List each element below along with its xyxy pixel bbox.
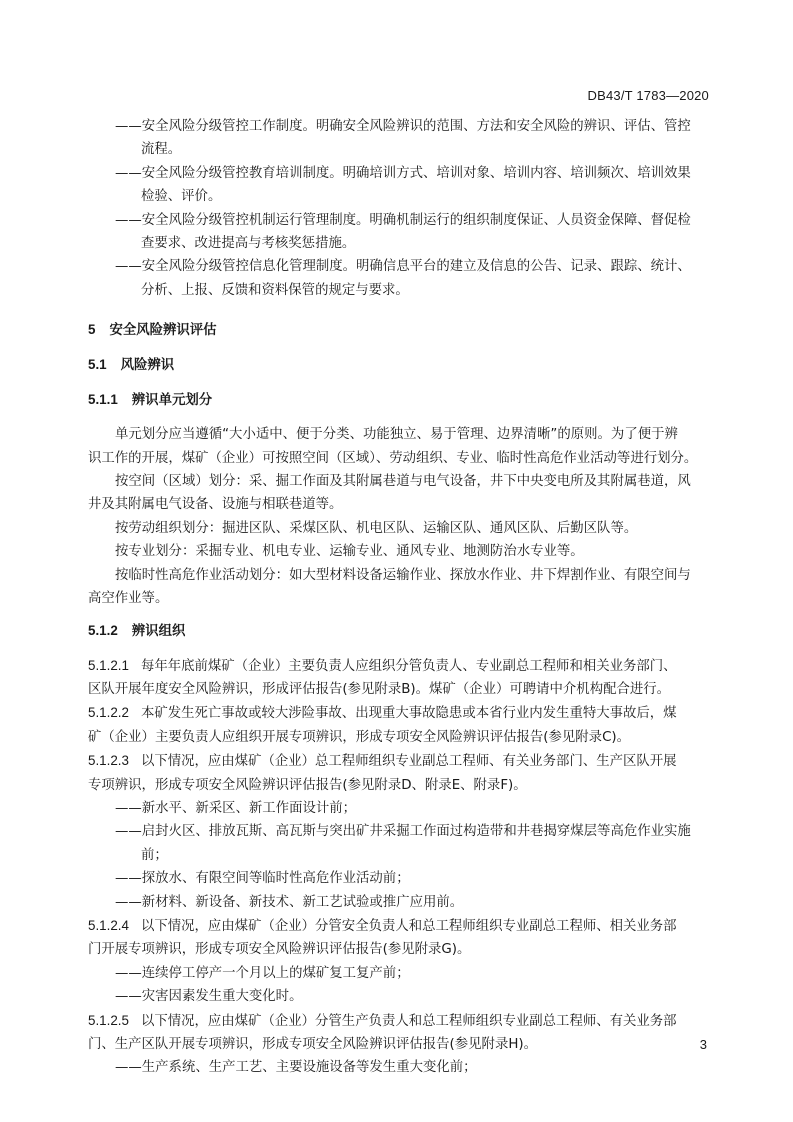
section-heading-5 — [88, 320, 716, 341]
section-number: 5.1 — [88, 357, 107, 373]
section-title: 辨识单元划分 — [131, 393, 213, 409]
section-title: 风险辨识 — [120, 358, 175, 374]
section-5-1-2-body — [88, 654, 716, 1080]
paragraph-line: 按劳动组织划分：掘进区队、采煤区队、机电区队、运输区队、通风区队、后勤区队等。 — [115, 520, 638, 536]
section-heading-5-1-2 — [88, 621, 716, 642]
list-item: ——安全风险分级管控教育培训制度。明确培训方式、培训对象、培训内容、培训频次、培训效果 — [115, 165, 691, 181]
paragraph-line: 按空间（区域）划分：采、掘工作面及其附属巷道与电气设备，井下中央变电所及其附属巷道，风 — [115, 474, 691, 490]
list-item: ——灾害因素发生重大变化时。 — [115, 989, 303, 1005]
list-item-continuation: 前； — [141, 847, 168, 863]
paragraph-line: 识工作的开展，煤矿（企业）可按照空间（区域）、劳动组织、专业、临时性高危作业活动等进行划分。 — [88, 450, 698, 466]
section-number: 5 — [88, 322, 96, 338]
clause-text: 以下情况，应由煤矿（企业）分管安全负责人和总工程师组织专业副总工程师、相关业务部 — [140, 918, 677, 934]
clause-5-1-2-2 — [88, 701, 716, 725]
list-item-continuation: 查要求、改进提高与考核奖惩措施。 — [141, 236, 356, 252]
list-item: ——新水平、新采区、新工作面设计前； — [115, 800, 357, 816]
paragraph-line: 井及其附属电气设备、设施与相联巷道等。 — [88, 497, 343, 513]
clause-5-1-2-5 — [88, 1009, 716, 1033]
paragraph-line: 区队开展年度安全风险辨识，形成评估报告(参见附录B)。煤矿（企业）可聘请中介机构配合进行。 — [88, 681, 671, 697]
list-item: ——安全风险分级管控工作制度。明确安全风险辨识的范围、方法和安全风险的辨识、评估、管控 — [115, 119, 691, 134]
page-content — [88, 115, 716, 1080]
page-number: 3 — [699, 1037, 707, 1052]
list-item-continuation: 检验、评价。 — [141, 189, 222, 205]
clause-text: 以下情况，应由煤矿（企业）分管生产负责人和总工程师组织专业副总工程师、有关业务部 — [140, 1013, 677, 1029]
list-item: ——探放水、有限空间等临时性高危作业活动前； — [115, 871, 410, 887]
intro-list — [88, 115, 716, 302]
clause-text: 以下情况，应由煤矿（企业）总工程师组织专业副总工程师、有关业务部门、生产区队开展 — [140, 754, 677, 770]
section-title: 安全风险辨识评估 — [109, 323, 217, 339]
list-item: ——新材料、新设备、新技术、新工艺试验或推广应用前。 — [115, 894, 464, 910]
list-item-continuation: 流程。 — [141, 142, 182, 158]
section-heading-5-1 — [88, 355, 716, 376]
section-5-1-1-body — [88, 423, 716, 610]
clause-number: 5.1.2.3 — [88, 753, 129, 769]
paragraph-line: 矿（企业）主要负责人应组织开展专项辨识，形成专项安全风险辨识评估报告(参见附录C)。 — [88, 729, 631, 745]
clause-number: 5.1.2.2 — [88, 705, 129, 721]
section-title: 辨识组织 — [131, 623, 186, 639]
clause-text: 每年年底前煤矿（企业）主要负责人应组织分管负责人、专业副总工程师和相关业务部门、 — [140, 658, 677, 674]
section-number: 5.1.2 — [88, 622, 118, 638]
list-item: ——启封火区、排放瓦斯、高瓦斯与突出矿井采掘工作面过构造带和井巷揭穿煤层等高危作业实施 — [115, 824, 691, 840]
section-number: 5.1.1 — [88, 392, 118, 408]
clause-5-1-2-1 — [88, 654, 716, 678]
list-item: ——生产系统、生产工艺、主要设施设备等发生重大变化前； — [115, 1060, 477, 1076]
clause-5-1-2-4 — [88, 914, 716, 938]
clause-number: 5.1.2.1 — [88, 657, 129, 673]
paragraph-line: 专项辨识，形成专项安全风险辨识评估报告(参见附录D、附录E、附录F)。 — [88, 777, 527, 793]
paragraph-line: 按专业划分：采掘专业、机电专业、运输专业、通风专业、地测防治水专业等。 — [115, 544, 584, 560]
paragraph-line: 高空作业等。 — [88, 591, 169, 607]
list-item: ——安全风险分级管控机制运行管理制度。明确机制运行的组织制度保证、人员资金保障、督促检 — [115, 212, 691, 228]
clause-text: 本矿发生死亡事故或较大涉险事故、出现重大事故隐患或本省行业内发生重特大事故后，煤 — [140, 706, 677, 722]
section-heading-5-1-1 — [88, 390, 716, 411]
paragraph-line: 按临时性高危作业活动划分：如大型材料设备运输作业、探放水作业、井下焊割作业、有限空间与 — [115, 567, 691, 583]
paragraph-line: 单元划分应当遵循“大小适中、便于分类、功能独立、易于管理、边界清晰”的原则。为了便于辨 — [115, 427, 678, 443]
paragraph-line: 门、生产区队开展专项辨识，形成专项安全风险辨识评估报告(参见附录H)。 — [88, 1037, 538, 1052]
standard-code: DB43/T 1783—2020 — [587, 88, 709, 103]
clause-number: 5.1.2.4 — [88, 917, 129, 933]
paragraph-line: 门开展专项辨识，形成专项安全风险辨识评估报告(参见附录G)。 — [88, 942, 471, 958]
list-item: ——连续停工停产一个月以上的煤矿复工复产前； — [115, 965, 410, 981]
clause-number: 5.1.2.5 — [88, 1012, 129, 1028]
list-item-continuation: 分析、上报、反馈和资料保管的规定与要求。 — [141, 282, 409, 298]
list-item: ——安全风险分级管控信息化管理制度。明确信息平台的建立及信息的公告、记录、跟踪、统计、 — [115, 259, 691, 275]
clause-5-1-2-3 — [88, 749, 716, 773]
